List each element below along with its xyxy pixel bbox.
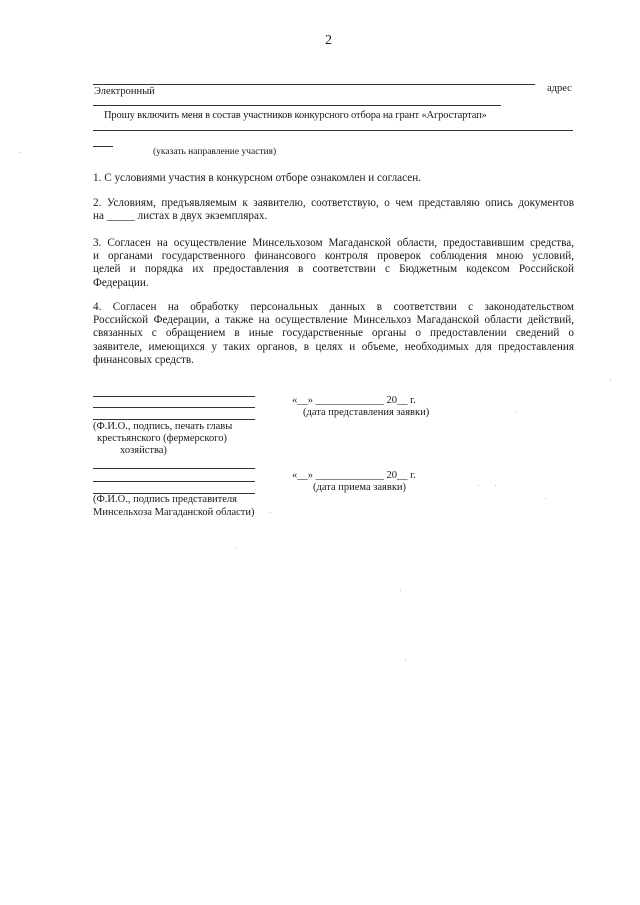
signature-head-caption-3: хозяйства) [120,445,167,456]
paragraph-3-line: целей и порядка их предоставления в соответствии с Бюджетным кодексом Российской [93,263,574,276]
email-rule [93,105,501,106]
email-label-right: адрес [547,83,572,94]
signature-head-caption-2: крестьянского (фермерского) [97,433,228,444]
paragraph-1 [93,172,574,185]
receipt-date-caption: (дата приема заявки) [313,482,407,493]
scan-speck [478,485,479,486]
paragraph-3-line: Федерации. [93,276,149,289]
paragraph-1-line: 1. С условиями участия в конкурсном отборе ознакомлен и согласен. [93,172,421,184]
receipt-date-line: «__» _____________ 20__ г. [292,470,416,481]
request-line: Прошу включить меня в состав участников конкурсного отбора на грант «Агростартап» [104,110,487,121]
paragraph-4-line: Российской Федерации, а также на осуществление Минсельхоз Магаданской области действий, [93,314,574,327]
scan-speck [400,590,401,591]
scan-speck [515,412,516,413]
email-label-left: Электронный [94,86,155,97]
signature-rep-rule-2 [93,481,255,482]
scan-speck [610,380,611,381]
email-top-rule [93,84,535,85]
scan-speck [495,485,496,486]
paragraph-2-line: на _____ листах в двух экземплярах. [93,210,268,223]
submission-date-caption: (дата представления заявки) [303,407,430,418]
paragraph-3-line: и органами государственного финансового контроля проверок соблюдения мною условий, [93,250,574,263]
scan-speck [235,548,236,549]
paragraph-4-line: 4. Согласен на обработку персональных данных в соответствии с законодательством [93,301,574,313]
scan-speck [270,512,271,513]
paragraph-3 [93,237,574,290]
signature-head-rule-3 [93,419,255,420]
submission-date-line: «__» _____________ 20__ г. [292,395,416,406]
paragraph-3-line: 3. Согласен на осуществление Минсельхозом Магаданской области, предоставившим средства, [93,237,574,249]
paragraph-2 [93,197,574,223]
signature-rep-rule-1 [93,468,255,469]
scan-speck [20,152,21,153]
signature-rep-caption-2: Минсельхоза Магаданской области) [93,507,255,518]
paragraph-4-line: связанных с обращением в иные государственные органы о предоставлении сведений о [93,327,574,340]
signature-head-rule-2 [93,407,255,408]
scan-speck [545,498,546,499]
direction-hint: (указать направление участия) [153,147,277,157]
direction-rule [93,130,573,131]
signature-head-caption-1: (Ф.И.О., подпись, печать главы [93,421,233,432]
signature-rep-caption-1: (Ф.И.О., подпись представителя [93,494,237,505]
page-number: 2 [325,33,332,48]
paragraph-4-line: финансовых средств. [93,353,194,366]
paragraph-4 [93,301,574,367]
direction-rule-short [93,146,113,147]
paragraph-4-line: заявителе, имеющихся у таких органов, в целях и объеме, необходимых для предоставления [93,340,574,353]
paragraph-2-line: 2. Условиям, предъявляемым к заявителю, соответствую, о чем представляю опись документов [93,197,574,209]
scan-speck [405,660,406,661]
signature-head-rule-1 [93,396,255,397]
